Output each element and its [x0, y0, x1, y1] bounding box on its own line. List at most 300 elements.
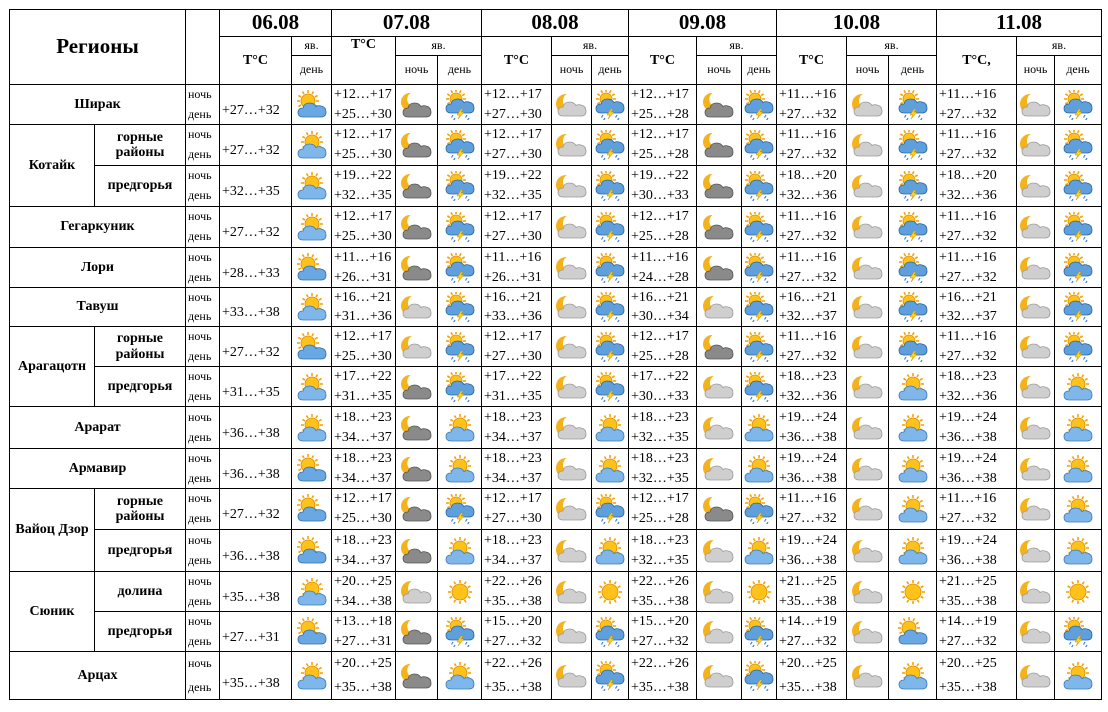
night-temp: +12…+17: [484, 127, 542, 143]
storm-sun-icon: [896, 253, 930, 283]
day-temp: +27…+30: [484, 229, 542, 245]
moon-icon: [851, 372, 885, 402]
day-temp: +36…+38: [939, 470, 997, 486]
night-temp: +12…+17: [484, 209, 542, 225]
region-8: [9, 407, 186, 449]
temp-cell: [332, 166, 396, 207]
night-temp: +21…+25: [779, 574, 837, 590]
subregion-name: горные районы: [115, 129, 165, 160]
icon-cell: [438, 652, 482, 700]
temp-cell: [777, 449, 847, 489]
sun-cloud-icon: [1061, 454, 1095, 484]
subregion-1: [95, 125, 186, 166]
temp-cell: [777, 85, 847, 125]
icon-cell: [847, 489, 889, 530]
moon-cloud-icon: [702, 130, 736, 160]
temp-header-1: [332, 37, 396, 85]
sun-icon: [593, 577, 627, 607]
sun-cloud-icon: [742, 536, 776, 566]
temp-cell: [220, 288, 292, 327]
sun-cloud-icon: [1061, 372, 1095, 402]
moon-icon: [555, 212, 589, 242]
temp-cell: [332, 530, 396, 572]
day-header-2: [592, 56, 629, 85]
icon-cell: [396, 207, 438, 248]
header-spacer: [186, 9, 220, 85]
region-name: Лори: [81, 259, 114, 275]
night-label: ночь: [404, 62, 429, 77]
moon-icon: [851, 171, 885, 201]
icon-cell: [847, 248, 889, 288]
storm-sun-icon: [742, 332, 776, 362]
day-label: день: [188, 188, 212, 203]
day-temp: +25…+28: [631, 229, 689, 245]
sun-cloud-icon: [443, 413, 477, 443]
storm-sun-icon: [443, 494, 477, 524]
night-label: ночь: [188, 168, 212, 183]
region-name: Арагацотн: [17, 358, 87, 374]
storm-sun-icon: [896, 130, 930, 160]
icon-cell: [1017, 530, 1055, 572]
icon-cell: [697, 125, 742, 166]
temp-cell: [937, 125, 1017, 166]
icon-cell: [552, 327, 592, 367]
temp-cell: [629, 652, 697, 700]
icon-cell: [592, 530, 629, 572]
night-temp: +11…+16: [779, 209, 837, 225]
night-header-1: [396, 56, 438, 85]
icon-cell: [1055, 248, 1102, 288]
subregion-name: горные районы: [115, 493, 165, 524]
night-header-5: [1017, 56, 1055, 85]
night-temp: +17…+22: [484, 369, 542, 385]
icon-cell: [552, 288, 592, 327]
temp-cell: [777, 367, 847, 407]
day-temp: +25…+30: [334, 147, 392, 163]
region-0: [9, 85, 186, 125]
day-temp: +27…+32: [939, 269, 997, 285]
moon-icon: [851, 454, 885, 484]
day-temp: +32…+35: [631, 430, 689, 446]
moon-icon: [851, 90, 885, 120]
icon-cell: [592, 166, 629, 207]
icon-cell: [1055, 652, 1102, 700]
day-temp: +36…+38: [939, 430, 997, 446]
night-temp: +12…+17: [631, 87, 689, 103]
icon-cell: [396, 288, 438, 327]
night-temp: +11…+16: [484, 250, 542, 266]
sun-cloud-icon: [295, 413, 329, 443]
temp-cell: [937, 85, 1017, 125]
date-header-1: [332, 9, 482, 37]
icon-cell: [592, 327, 629, 367]
moon-cloud-icon: [400, 413, 434, 443]
day-temp: +36…+38: [222, 466, 280, 482]
icon-cell: [1017, 248, 1055, 288]
icon-cell: [889, 166, 937, 207]
day-header-5: [1055, 56, 1102, 85]
night-label: ночь: [188, 491, 212, 506]
temp-cell: [220, 612, 292, 652]
icon-cell: [1017, 489, 1055, 530]
temp-cell: [482, 367, 552, 407]
temp-cell: [937, 612, 1017, 652]
day-temp: +27…+32: [939, 229, 997, 245]
night-day-labels: [186, 125, 220, 166]
night-temp: +12…+17: [484, 491, 542, 507]
day-temp: +25…+28: [631, 147, 689, 163]
temp-cell: [777, 612, 847, 652]
moon-icon: [555, 617, 589, 647]
night-temp: +18…+23: [631, 451, 689, 467]
night-temp: +16…+21: [334, 289, 392, 305]
night-temp: +11…+16: [939, 329, 997, 345]
icon-cell: [697, 612, 742, 652]
day-temp: +25…+28: [631, 511, 689, 527]
night-header-3: [697, 56, 742, 85]
icon-cell: [292, 489, 332, 530]
temp-cell: [332, 207, 396, 248]
moon-icon: [555, 413, 589, 443]
moon-cloud-icon: [400, 130, 434, 160]
storm-sun-icon: [742, 292, 776, 322]
day-temp: +27…+32: [779, 348, 837, 364]
icon-cell: [292, 288, 332, 327]
moon-icon: [851, 413, 885, 443]
icon-cell: [1055, 530, 1102, 572]
region-name: Тавуш: [76, 299, 119, 315]
moon-icon: [555, 332, 589, 362]
day-header-3: [742, 56, 777, 85]
temp-cell: [629, 327, 697, 367]
temp-cell: [332, 489, 396, 530]
temp-cell: [482, 449, 552, 489]
storm-sun-icon: [742, 253, 776, 283]
subregion-13: [95, 612, 186, 652]
sun-cloud-icon: [593, 454, 627, 484]
day-temp: +27…+32: [939, 511, 997, 527]
icon-cell: [847, 327, 889, 367]
moon-icon: [555, 292, 589, 322]
icon-cell: [552, 166, 592, 207]
day-temp: +36…+38: [222, 426, 280, 442]
icon-cell: [697, 207, 742, 248]
moon-icon: [555, 253, 589, 283]
date-label: 11.08: [995, 10, 1043, 35]
temp-cell: [937, 572, 1017, 612]
subregion-7: [95, 367, 186, 407]
phenomena-label: яв.: [304, 38, 319, 53]
icon-cell: [396, 166, 438, 207]
night-label: ночь: [188, 209, 212, 224]
icon-cell: [742, 367, 777, 407]
icon-cell: [847, 367, 889, 407]
moon-cloud-icon: [702, 212, 736, 242]
night-temp: +20…+25: [779, 656, 837, 672]
moon-icon: [1019, 90, 1053, 120]
subregion-12: [95, 572, 186, 612]
temp-cell: [332, 367, 396, 407]
icon-cell: [742, 85, 777, 125]
night-temp: +11…+16: [631, 250, 689, 266]
icon-cell: [889, 288, 937, 327]
day-temp: +27…+30: [484, 106, 542, 122]
moon-icon: [555, 577, 589, 607]
day-temp: +35…+38: [484, 593, 542, 609]
temp-cell: [937, 449, 1017, 489]
icon-cell: [1055, 407, 1102, 449]
icon-cell: [697, 166, 742, 207]
sun-cloud-icon: [1061, 661, 1095, 691]
icon-cell: [847, 572, 889, 612]
icon-cell: [552, 207, 592, 248]
night-temp: +14…+19: [779, 614, 837, 630]
icon-cell: [1017, 572, 1055, 612]
day-temp: +34…+37: [484, 553, 542, 569]
temp-cell: [220, 449, 292, 489]
night-label: ночь: [707, 62, 731, 77]
night-temp: +12…+17: [334, 87, 392, 103]
temp-cell: [220, 85, 292, 125]
date-header-0: [220, 9, 332, 37]
day-temp: +36…+38: [939, 553, 997, 569]
icon-cell: [1055, 327, 1102, 367]
icon-cell: [592, 367, 629, 407]
icon-cell: [592, 207, 629, 248]
icon-cell: [889, 612, 937, 652]
sun-cloud-icon: [443, 661, 477, 691]
icon-cell: [889, 489, 937, 530]
night-temp: +18…+23: [631, 409, 689, 425]
sun-icon: [896, 577, 930, 607]
subregion-6: [95, 327, 186, 367]
night-temp: +11…+16: [939, 209, 997, 225]
date-label: 06.08: [251, 10, 300, 35]
storm-sun-icon: [1061, 292, 1095, 322]
sun-cloud-icon: [295, 661, 329, 691]
storm-sun-icon: [742, 171, 776, 201]
icon-cell: [438, 288, 482, 327]
icon-cell: [1017, 207, 1055, 248]
icon-cell: [396, 652, 438, 700]
temp-cell: [332, 652, 396, 700]
temp-cell: [777, 530, 847, 572]
icon-cell: [742, 612, 777, 652]
day-temp: +27…+32: [939, 348, 997, 364]
icon-cell: [438, 248, 482, 288]
temp-cell: [937, 327, 1017, 367]
icon-cell: [742, 166, 777, 207]
temp-cell: [777, 652, 847, 700]
moon-cloud-icon: [400, 212, 434, 242]
icon-cell: [742, 327, 777, 367]
phenomena-label: яв.: [1051, 38, 1067, 53]
moon-icon: [1019, 494, 1053, 524]
day-temp: +27…+30: [484, 147, 542, 163]
night-header-2: [552, 56, 592, 85]
phenomena-label: яв.: [884, 38, 899, 53]
date-label: 08.08: [531, 10, 579, 35]
day-temp: +36…+38: [779, 553, 837, 569]
icon-cell: [396, 530, 438, 572]
night-temp: +18…+23: [334, 451, 392, 467]
moon-icon: [1019, 413, 1053, 443]
icon-cell: [889, 85, 937, 125]
icon-cell: [552, 489, 592, 530]
region-name: Арарат: [74, 419, 121, 435]
night-label: ночь: [188, 574, 212, 589]
moon-icon: [851, 212, 885, 242]
sun-cloud-icon: [295, 577, 329, 607]
moon-icon: [1019, 661, 1053, 691]
temp-cell: [482, 652, 552, 700]
icon-cell: [742, 125, 777, 166]
night-temp: +20…+25: [334, 574, 392, 590]
temp-cell: [629, 166, 697, 207]
date-header-3: [629, 9, 777, 37]
temp-cell: [482, 248, 552, 288]
day-temp: +35…+38: [484, 679, 542, 695]
temp-cell: [937, 288, 1017, 327]
region-name: Армавир: [68, 460, 127, 476]
icon-cell: [697, 652, 742, 700]
cloud-sun-icon: [896, 617, 930, 647]
storm-sun-icon: [443, 253, 477, 283]
icon-cell: [396, 489, 438, 530]
day-temp: +32…+35: [631, 470, 689, 486]
temp-cell: [777, 572, 847, 612]
day-temp: +27…+32: [939, 106, 997, 122]
temp-header-label: T°C: [503, 52, 530, 68]
moon-icon: [851, 332, 885, 362]
temp-cell: [220, 327, 292, 367]
moon-icon: [555, 494, 589, 524]
day-temp: +35…+38: [939, 593, 997, 609]
icon-cell: [847, 85, 889, 125]
day-temp: +25…+30: [334, 229, 392, 245]
day-temp: +27…+32: [779, 269, 837, 285]
temp-cell: [482, 125, 552, 166]
day-temp: +26…+31: [484, 269, 542, 285]
moon-cloud-icon: [400, 372, 434, 402]
icon-cell: [438, 489, 482, 530]
moon-icon: [702, 661, 736, 691]
icon-cell: [742, 207, 777, 248]
temp-cell: [482, 207, 552, 248]
temp-header-3: [629, 37, 697, 85]
moon-icon: [1019, 332, 1053, 362]
night-temp: +11…+16: [779, 87, 837, 103]
day-temp: +27…+32: [939, 633, 997, 649]
temp-cell: [332, 449, 396, 489]
night-temp: +18…+20: [939, 168, 997, 184]
temp-cell: [482, 572, 552, 612]
subregion-name: горные районы: [115, 331, 165, 362]
day-temp: +27…+30: [484, 348, 542, 364]
region-6: [9, 327, 95, 407]
temp-cell: [220, 572, 292, 612]
moon-icon: [851, 661, 885, 691]
icon-cell: [396, 125, 438, 166]
phenomena-header-4: [847, 37, 937, 56]
temp-header-label: T°C: [350, 37, 377, 52]
day-temp: +32…+37: [779, 308, 837, 324]
subregion-11: [95, 530, 186, 572]
night-day-labels: [186, 572, 220, 612]
storm-sun-icon: [1061, 130, 1095, 160]
night-temp: +16…+21: [779, 289, 837, 305]
region-name: Гегаркуник: [60, 219, 135, 235]
moon-icon: [1019, 454, 1053, 484]
moon-icon: [851, 130, 885, 160]
storm-sun-icon: [593, 171, 627, 201]
day-temp: +25…+28: [631, 348, 689, 364]
icon-cell: [889, 449, 937, 489]
night-temp: +17…+22: [631, 369, 689, 385]
cloud-sun-icon: [295, 617, 329, 647]
icon-cell: [889, 125, 937, 166]
sun-cloud-icon: [1061, 536, 1095, 566]
day-temp: +27…+32: [222, 143, 280, 159]
night-temp: +12…+17: [334, 127, 392, 143]
temp-cell: [629, 449, 697, 489]
night-temp: +21…+25: [939, 574, 997, 590]
night-temp: +18…+23: [779, 369, 837, 385]
phenomena-header-3: [697, 37, 777, 56]
temp-cell: [937, 207, 1017, 248]
moon-cloud-icon: [400, 171, 434, 201]
night-temp: +12…+17: [334, 491, 392, 507]
night-label: ночь: [188, 289, 212, 304]
temp-cell: [482, 166, 552, 207]
moon-icon: [702, 372, 736, 402]
icon-cell: [396, 449, 438, 489]
moon-cloud-icon: [400, 536, 434, 566]
temp-header-0: [220, 37, 292, 85]
night-label: ночь: [188, 614, 212, 629]
storm-sun-icon: [443, 171, 477, 201]
night-temp: +17…+22: [334, 369, 392, 385]
storm-sun-icon: [593, 212, 627, 242]
day-label: день: [900, 62, 925, 77]
storm-sun-icon: [1061, 171, 1095, 201]
icon-cell: [552, 572, 592, 612]
day-temp: +25…+28: [631, 106, 689, 122]
night-label: ночь: [855, 62, 880, 77]
region-name: Котайк: [28, 157, 76, 173]
night-label: ночь: [188, 656, 212, 671]
temp-header-label: T°C: [649, 52, 676, 68]
region-3: [9, 207, 186, 248]
day-label: день: [188, 388, 212, 403]
day-temp: +27…+31: [334, 633, 392, 649]
icon-cell: [292, 612, 332, 652]
cloud-sun-icon: [295, 536, 329, 566]
moon-cloud-icon: [702, 171, 736, 201]
night-temp: +18…+23: [939, 369, 997, 385]
sun-cloud-icon: [1061, 413, 1095, 443]
night-label: ночь: [188, 87, 212, 102]
temp-cell: [220, 166, 292, 207]
day-label: день: [447, 62, 472, 77]
icon-cell: [552, 449, 592, 489]
storm-sun-icon: [742, 494, 776, 524]
sun-cloud-icon: [295, 372, 329, 402]
night-temp: +18…+23: [334, 409, 392, 425]
icon-cell: [552, 248, 592, 288]
temp-header-label: T°C,: [962, 52, 991, 68]
storm-sun-icon: [1061, 332, 1095, 362]
